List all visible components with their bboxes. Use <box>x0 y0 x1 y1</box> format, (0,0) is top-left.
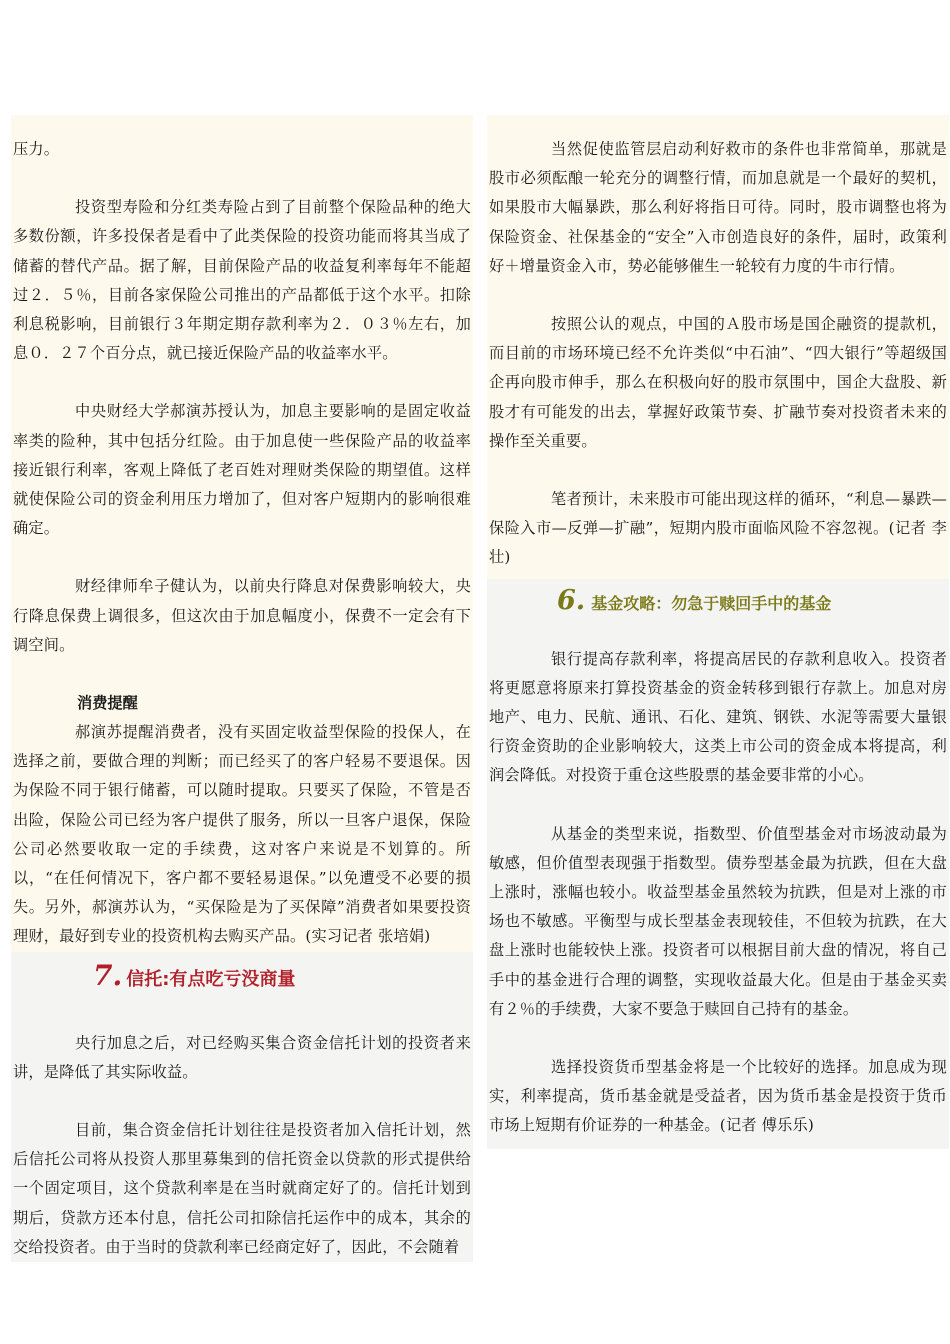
section-title: 基金攻略：勿急于赎回手中的基金 <box>591 593 832 613</box>
paragraph: 财经律师牟子健认为，以前央行降息对保费影响较大，央行降息保费上调很多，但这次由于加息幅度小，保费不一定会有下调空间。 <box>13 577 471 654</box>
paragraph: 投资型寿险和分红类寿险占到了目前整个保险品种的绝大多数份额，许多投保者是看中了此类保险的投资功能而将其当成了储蓄的替代产品。据了解，目前保险产品的收益复利率每年不能超过２．５％，目前各家保险公司推出的产品都低于这个水平。扣除利息税影响，目前银行３年期定期存款利率为２．０３％左右，加息０．２７个百分点，就已接近保险产品的收益率水平。 <box>13 198 471 363</box>
paragraph: 当然促使监管层启动利好救市的条件也非常简单，那就是股市必须酝酿一轮充分的调整行情，而加息就是一个最好的契机，如果股市大幅暴跌，那么利好将指日可待。同时，股市调整也将为保险资金、社保基金的“安全”入市创造良好的条件，届时，政策利好＋增量资金入市，势必能够催生一轮较有力度的牛市行情。 <box>489 140 947 275</box>
insurance-section <box>11 115 473 952</box>
section-number: 7. <box>93 958 123 992</box>
section-6-heading <box>489 579 947 625</box>
trust-section <box>11 952 473 1262</box>
right-column <box>487 115 949 1149</box>
section-number: 6. <box>557 584 586 616</box>
subheading-consumer-tips: 消费提醒 <box>77 694 138 713</box>
stock-market-section <box>487 115 949 579</box>
paragraph: 央行加息之后，对已经购买集合资金信托计划的投资者来讲，是降低了其实际收益。 <box>13 1033 471 1081</box>
section-title: 信托:有点吃亏没商量 <box>126 968 296 990</box>
paragraph: 中央财经大学郝演苏授认为，加息主要影响的是固定收益率类的险种，其中包括分红险。由于加息使一些保险产品的收益率接近银行利率，客观上降低了老百姓对理财类保险的期望值。这样就使保险公司的资金利用压力增加了，但对客户短期内的影响很难确定。 <box>13 402 471 538</box>
paragraph: 选择投资货币型基金将是一个比较好的选择。加息成为现实，利率提高，货币基金就是受益者，因为货币基金是投资于货币市场上短期有价证券的一种基金。(记者 傅乐乐) <box>489 1058 947 1135</box>
paragraph: 目前，集合资金信托计划往往是投资者加入信托计划，然后信托公司将从投资人那里募集到的信托资金以贷款的形式提供给一个固定项目，这个贷款利率是在当时就商定好了的。信托计划到期后，贷款方还本付息，信托公司扣除信托运作中的成本，其余的交给投资者。由于当时的贷款利率已经商定好了，因此，不会随着 <box>13 1121 471 1256</box>
section-7-heading <box>13 952 471 1000</box>
left-column <box>11 115 473 1262</box>
paragraph: 压力。 <box>13 140 60 158</box>
fund-section <box>487 579 949 1149</box>
paragraph: 从基金的类型来说，指数型、价值型基金对市场波动最为敏感，但价值型表现强于指数型。债券型基金最为抗跌，但在大盘上涨时，涨幅也较小。收益型基金虽然较为抗跌，但是对上涨的市场也不敏感。平衡型与成长型基金表现较佳，不但较为抗跌，在大盘上涨时也能较快上涨。投资者可以根据目前大盘的情况，将自己手中的基金进行合理的调整，实现收益最大化。但是由于基金买卖有２％的手续费，大家不要急于赎回自己持有的基金。 <box>489 824 947 1018</box>
paragraph: 按照公认的观点，中国的Ａ股市场是国企融资的提款机，而目前的市场环境已经不允许类似“中石油”、“四大银行”等超级国企再向股市伸手，那么在积极向好的股市氛围中，国企大盘股、新股才有可能发的出去，掌握好政策节奏、扩融节奏对投资者未来的操作至关重要。 <box>489 315 947 450</box>
paragraph: 郝演苏提醒消费者，没有买固定收益型保险的投保人，在选择之前，要做合理的判断；而已经买了的客户轻易不要退保。因为保险不同于银行储蓄，可以随时提取。只要买了保险，不管是否出险，保险公司已经为客户提供了服务，所以一旦客户退保，保险公司必然要收取一定的手续费，这对客户来说是不划算的。所以，“在任何情况下，客户都不要轻易退保。”以免遭受不必要的损失。另外，郝演苏认为，“买保险是为了买保障”消费者如果要投资理财，最好到专业的投资机构去购买产品。(实习记者 张培娟) <box>13 723 471 946</box>
paragraph: 笔者预计，未来股市可能出现这样的循环，“利息—暴跌—保险入市—反弹—扩融”，短期内股市面临风险不容忽视。(记者 李壮) <box>489 490 947 567</box>
paragraph: 银行提高存款利率，将提高居民的存款利息收入。投资者将更愿意将原来打算投资基金的资金转移到银行存款上。加息对房地产、电力、民航、通讯、石化、建筑、钢铁、水泥等需要大量银行资金资助的企业影响较大，这类上市公司的资金成本将提高，利润会降低。对投资于重仓这些股票的基金要非常的小心。 <box>489 649 947 785</box>
